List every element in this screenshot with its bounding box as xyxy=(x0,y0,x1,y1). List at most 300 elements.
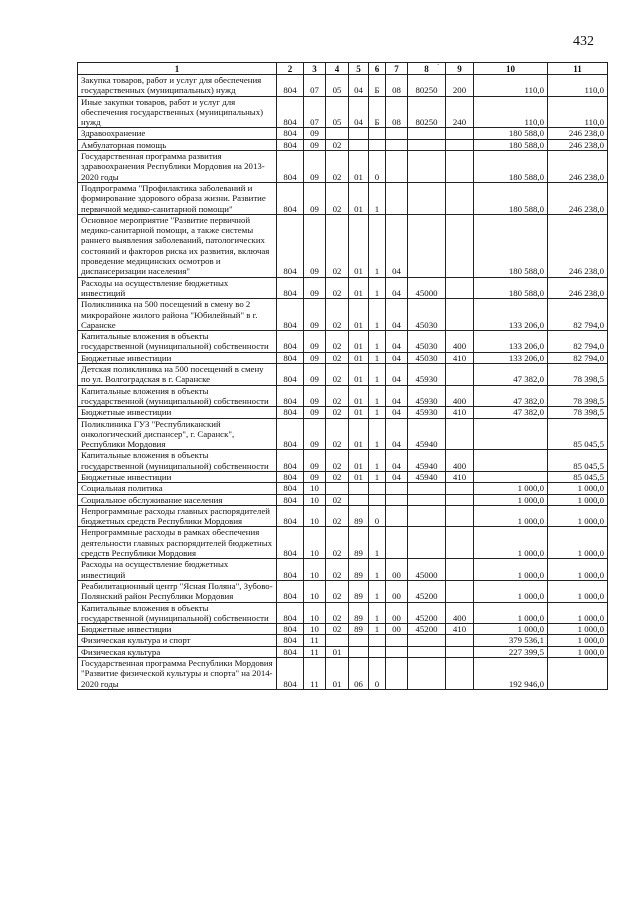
section-code-cell: 09 xyxy=(304,364,326,386)
program-code-cell xyxy=(349,635,369,646)
event-code-cell xyxy=(386,658,408,690)
expense-name-cell: Непрограммные расходы в рамках обеспечения деятельности главных распорядителей бюджетных средств Республики Мордовия xyxy=(78,527,277,559)
subsection-code-cell: 02 xyxy=(326,407,349,418)
ministry-code-cell: 804 xyxy=(277,658,304,690)
expense-type-code-cell: 410 xyxy=(446,471,474,482)
ministry-code-cell: 804 xyxy=(277,352,304,363)
program-code-cell xyxy=(349,139,369,150)
table-row xyxy=(78,151,608,183)
program-code-cell: 01 xyxy=(349,214,369,277)
section-code-cell: 09 xyxy=(304,139,326,150)
section-code-cell: 09 xyxy=(304,214,326,277)
amount-2017-cell: 110,0 xyxy=(474,96,548,128)
subsection-code-cell: 02 xyxy=(326,418,349,450)
direction-code-cell xyxy=(408,139,446,150)
expense-type-code-cell xyxy=(446,580,474,602)
subprogram-code-cell: 1 xyxy=(369,527,386,559)
table-row xyxy=(78,559,608,581)
subprogram-code-cell: 1 xyxy=(369,182,386,214)
expense-name-cell: Физическая культура xyxy=(78,646,277,657)
event-code-cell xyxy=(386,139,408,150)
ministry-code-cell: 804 xyxy=(277,527,304,559)
expense-name-cell: Физическая культура и спорт xyxy=(78,635,277,646)
direction-code-cell: 45200 xyxy=(408,580,446,602)
amount-2017-cell: 1 000,0 xyxy=(474,527,548,559)
table-row xyxy=(78,385,608,407)
section-code-cell: 10 xyxy=(304,483,326,494)
table-row xyxy=(78,602,608,624)
event-code-cell xyxy=(386,128,408,139)
amount-2017-cell: 379 536,1 xyxy=(474,635,548,646)
page-number: 432 xyxy=(573,34,594,49)
amount-2017-cell: 133 206,0 xyxy=(474,331,548,353)
amount-2018-cell: 246 238,0 xyxy=(548,277,608,299)
direction-code-cell: 45030 xyxy=(408,299,446,331)
amount-2018-cell: 1 000,0 xyxy=(548,646,608,657)
event-code-cell xyxy=(386,635,408,646)
subprogram-code-cell xyxy=(369,128,386,139)
ministry-code-cell: 804 xyxy=(277,580,304,602)
subprogram-code-cell xyxy=(369,494,386,505)
column-header-5: 5 xyxy=(349,63,369,75)
ministry-code-cell: 804 xyxy=(277,331,304,353)
subprogram-code-cell: 1 xyxy=(369,602,386,624)
amount-2017-cell: 1 000,0 xyxy=(474,505,548,527)
expense-type-code-cell xyxy=(446,494,474,505)
ministry-code-cell: 804 xyxy=(277,483,304,494)
amount-2018-cell: 78 398,5 xyxy=(548,407,608,418)
subsection-code-cell: 02 xyxy=(326,559,349,581)
amount-2018-cell: 82 794,0 xyxy=(548,299,608,331)
event-code-cell: 04 xyxy=(386,407,408,418)
program-code-cell: 89 xyxy=(349,505,369,527)
expense-type-code-cell xyxy=(446,527,474,559)
subsection-code-cell: 02 xyxy=(326,580,349,602)
table-header xyxy=(78,63,608,75)
direction-code-cell: 45940 xyxy=(408,418,446,450)
section-code-cell: 11 xyxy=(304,658,326,690)
expense-name-cell: Бюджетные инвестиции xyxy=(78,624,277,635)
expense-name-cell: Реабилитационный центр "Ясная Поляна", Зубово-Полянский район Республики Мордовия xyxy=(78,580,277,602)
ministry-code-cell: 804 xyxy=(277,646,304,657)
expense-type-code-cell xyxy=(446,299,474,331)
program-code-cell: 01 xyxy=(349,385,369,407)
amount-2018-cell: 246 238,0 xyxy=(548,151,608,183)
subprogram-code-cell: 1 xyxy=(369,471,386,482)
program-code-cell: 04 xyxy=(349,75,369,97)
ministry-code-cell: 804 xyxy=(277,96,304,128)
table-row xyxy=(78,494,608,505)
subsection-code-cell: 02 xyxy=(326,352,349,363)
section-code-cell: 10 xyxy=(304,580,326,602)
direction-code-cell: 80250 xyxy=(408,75,446,97)
event-code-cell: 04 xyxy=(386,331,408,353)
expense-name-cell: Бюджетные инвестиции xyxy=(78,471,277,482)
direction-code-cell xyxy=(408,214,446,277)
column-header-6: 6 xyxy=(369,63,386,75)
expense-type-code-cell xyxy=(446,658,474,690)
amount-2017-cell: 180 588,0 xyxy=(474,151,548,183)
table-body xyxy=(78,75,608,690)
amount-2017-cell: 192 946,0 xyxy=(474,658,548,690)
expense-type-code-cell: 410 xyxy=(446,407,474,418)
section-code-cell: 09 xyxy=(304,331,326,353)
event-code-cell: 04 xyxy=(386,277,408,299)
subsection-code-cell: 01 xyxy=(326,646,349,657)
subsection-code-cell: 02 xyxy=(326,385,349,407)
direction-code-cell: 45030 xyxy=(408,331,446,353)
expense-type-code-cell xyxy=(446,139,474,150)
ministry-code-cell: 804 xyxy=(277,471,304,482)
amount-2018-cell: 82 794,0 xyxy=(548,331,608,353)
event-code-cell xyxy=(386,151,408,183)
ministry-code-cell: 804 xyxy=(277,128,304,139)
event-code-cell: 04 xyxy=(386,352,408,363)
subprogram-code-cell xyxy=(369,139,386,150)
ministry-code-cell: 804 xyxy=(277,450,304,472)
amount-2017-cell: 227 399,5 xyxy=(474,646,548,657)
amount-2018-cell: 246 238,0 xyxy=(548,214,608,277)
expense-type-code-cell xyxy=(446,646,474,657)
direction-code-cell: 45030 xyxy=(408,352,446,363)
subprogram-code-cell: 1 xyxy=(369,277,386,299)
expense-type-code-cell: 200 xyxy=(446,75,474,97)
ministry-code-cell: 804 xyxy=(277,151,304,183)
table-row xyxy=(78,418,608,450)
expense-type-code-cell xyxy=(446,418,474,450)
expense-name-cell: Поликлиника ГУЗ "Республиканский онкологический диспансер", г. Саранск", Республики Мордовия xyxy=(78,418,277,450)
direction-code-cell: 45930 xyxy=(408,407,446,418)
expense-name-cell: Капитальные вложения в объекты государственной (муниципальной) собственности xyxy=(78,602,277,624)
ministry-code-cell: 804 xyxy=(277,364,304,386)
section-code-cell: 10 xyxy=(304,624,326,635)
subsection-code-cell: 02 xyxy=(326,624,349,635)
amount-2017-cell: 1 000,0 xyxy=(474,580,548,602)
subprogram-code-cell: 1 xyxy=(369,352,386,363)
budget-table xyxy=(77,62,608,690)
expense-type-code-cell xyxy=(446,364,474,386)
table-row xyxy=(78,75,608,97)
program-code-cell: 01 xyxy=(349,182,369,214)
direction-code-cell xyxy=(408,483,446,494)
table-row xyxy=(78,580,608,602)
amount-2017-cell: 1 000,0 xyxy=(474,559,548,581)
program-code-cell: 01 xyxy=(349,299,369,331)
subsection-code-cell: 02 xyxy=(326,139,349,150)
expense-name-cell: Подпрограмма "Профилактика заболеваний и формирование здорового образа жизни. Развитие первичной медико-санитарной помощи" xyxy=(78,182,277,214)
section-code-cell: 09 xyxy=(304,277,326,299)
subprogram-code-cell: 1 xyxy=(369,580,386,602)
expense-type-code-cell: 400 xyxy=(446,602,474,624)
direction-code-cell xyxy=(408,494,446,505)
table-row xyxy=(78,299,608,331)
direction-code-cell xyxy=(408,505,446,527)
amount-2018-cell: 1 000,0 xyxy=(548,559,608,581)
event-code-cell xyxy=(386,527,408,559)
subprogram-code-cell: 1 xyxy=(369,299,386,331)
subprogram-code-cell xyxy=(369,646,386,657)
table-row xyxy=(78,182,608,214)
amount-2017-cell: 47 382,0 xyxy=(474,364,548,386)
program-code-cell: 89 xyxy=(349,624,369,635)
direction-code-cell xyxy=(408,527,446,559)
event-code-cell: 04 xyxy=(386,418,408,450)
subsection-code-cell: 02 xyxy=(326,331,349,353)
table-row xyxy=(78,483,608,494)
amount-2018-cell: 1 000,0 xyxy=(548,624,608,635)
subsection-code-cell: 02 xyxy=(326,214,349,277)
subprogram-code-cell: 1 xyxy=(369,364,386,386)
ministry-code-cell: 804 xyxy=(277,635,304,646)
table-row xyxy=(78,128,608,139)
amount-2018-cell: 1 000,0 xyxy=(548,580,608,602)
program-code-cell xyxy=(349,483,369,494)
amount-2017-cell: 180 588,0 xyxy=(474,277,548,299)
expense-name-cell: Иные закупки товаров, работ и услуг для обеспечения государственных (муниципальных) нужд xyxy=(78,96,277,128)
subprogram-code-cell: Б xyxy=(369,96,386,128)
ministry-code-cell: 804 xyxy=(277,505,304,527)
section-code-cell: 09 xyxy=(304,418,326,450)
scan-mark: . xyxy=(437,57,440,67)
subprogram-code-cell: 1 xyxy=(369,624,386,635)
expense-name-cell: Государственная программа Республики Мордовия "Развитие физической культуры и спорта" на 2014-2020 годы xyxy=(78,658,277,690)
amount-2018-cell: 1 000,0 xyxy=(548,602,608,624)
ministry-code-cell: 804 xyxy=(277,182,304,214)
program-code-cell: 89 xyxy=(349,580,369,602)
direction-code-cell: 45000 xyxy=(408,559,446,581)
section-code-cell: 10 xyxy=(304,494,326,505)
expense-type-code-cell: 400 xyxy=(446,450,474,472)
event-code-cell: 00 xyxy=(386,624,408,635)
amount-2018-cell xyxy=(548,658,608,690)
subprogram-code-cell: 0 xyxy=(369,505,386,527)
subsection-code-cell: 02 xyxy=(326,299,349,331)
program-code-cell: 89 xyxy=(349,559,369,581)
section-code-cell: 10 xyxy=(304,602,326,624)
expense-type-code-cell xyxy=(446,559,474,581)
section-code-cell: 11 xyxy=(304,635,326,646)
section-code-cell: 09 xyxy=(304,182,326,214)
event-code-cell: 08 xyxy=(386,75,408,97)
direction-code-cell xyxy=(408,182,446,214)
amount-2018-cell: 78 398,5 xyxy=(548,364,608,386)
table-header-row xyxy=(78,63,608,75)
expense-name-cell: Расходы на осуществление бюджетных инвестиций xyxy=(78,559,277,581)
subsection-code-cell: 02 xyxy=(326,505,349,527)
direction-code-cell: 45200 xyxy=(408,624,446,635)
amount-2017-cell: 1 000,0 xyxy=(474,602,548,624)
amount-2017-cell: 110,0 xyxy=(474,75,548,97)
subsection-code-cell: 02 xyxy=(326,151,349,183)
expense-name-cell: Поликлиника на 500 посещений в смену во 2 микрорайоне жилого района "Юбилейный" в г. Саранске xyxy=(78,299,277,331)
amount-2017-cell: 133 206,0 xyxy=(474,352,548,363)
program-code-cell xyxy=(349,128,369,139)
expense-name-cell: Расходы на осуществление бюджетных инвестиций xyxy=(78,277,277,299)
table-row xyxy=(78,364,608,386)
column-header-4: 4 xyxy=(326,63,349,75)
table-row xyxy=(78,96,608,128)
expense-type-code-cell xyxy=(446,277,474,299)
expense-name-cell: Детская поликлиника на 500 посещений в смену по ул. Волгоградская в г. Саранске xyxy=(78,364,277,386)
expense-type-code-cell: 410 xyxy=(446,352,474,363)
expense-name-cell: Закупка товаров, работ и услуг для обеспечения государственных (муниципальных) нужд xyxy=(78,75,277,97)
subprogram-code-cell: 1 xyxy=(369,450,386,472)
amount-2017-cell: 1 000,0 xyxy=(474,494,548,505)
program-code-cell: 89 xyxy=(349,527,369,559)
amount-2018-cell: 85 045,5 xyxy=(548,471,608,482)
program-code-cell: 01 xyxy=(349,151,369,183)
table-row xyxy=(78,505,608,527)
section-code-cell: 11 xyxy=(304,646,326,657)
direction-code-cell xyxy=(408,151,446,183)
subprogram-code-cell: 1 xyxy=(369,331,386,353)
column-header-2: 2 xyxy=(277,63,304,75)
expense-name-cell: Капитальные вложения в объекты государственной (муниципальной) собственности xyxy=(78,450,277,472)
ministry-code-cell: 804 xyxy=(277,139,304,150)
amount-2018-cell: 110,0 xyxy=(548,96,608,128)
direction-code-cell xyxy=(408,635,446,646)
amount-2018-cell: 1 000,0 xyxy=(548,494,608,505)
amount-2018-cell: 246 238,0 xyxy=(548,182,608,214)
event-code-cell xyxy=(386,182,408,214)
section-code-cell: 10 xyxy=(304,527,326,559)
ministry-code-cell: 804 xyxy=(277,75,304,97)
ministry-code-cell: 804 xyxy=(277,559,304,581)
section-code-cell: 09 xyxy=(304,151,326,183)
subprogram-code-cell xyxy=(369,635,386,646)
section-code-cell: 10 xyxy=(304,505,326,527)
ministry-code-cell: 804 xyxy=(277,407,304,418)
ministry-code-cell: 804 xyxy=(277,418,304,450)
direction-code-cell: 45200 xyxy=(408,602,446,624)
subprogram-code-cell: Б xyxy=(369,75,386,97)
table-row xyxy=(78,527,608,559)
program-code-cell: 01 xyxy=(349,277,369,299)
program-code-cell: 01 xyxy=(349,418,369,450)
amount-2017-cell: 1 000,0 xyxy=(474,483,548,494)
program-code-cell: 06 xyxy=(349,658,369,690)
event-code-cell: 04 xyxy=(386,385,408,407)
expense-type-code-cell: 400 xyxy=(446,385,474,407)
amount-2017-cell: 180 588,0 xyxy=(474,139,548,150)
subsection-code-cell: 05 xyxy=(326,75,349,97)
direction-code-cell: 45940 xyxy=(408,450,446,472)
amount-2017-cell: 47 382,0 xyxy=(474,407,548,418)
direction-code-cell: 45940 xyxy=(408,471,446,482)
subprogram-code-cell: 1 xyxy=(369,559,386,581)
amount-2017-cell: 47 382,0 xyxy=(474,385,548,407)
table-row xyxy=(78,450,608,472)
amount-2018-cell: 78 398,5 xyxy=(548,385,608,407)
amount-2018-cell: 85 045,5 xyxy=(548,418,608,450)
program-code-cell: 04 xyxy=(349,96,369,128)
ministry-code-cell: 804 xyxy=(277,494,304,505)
amount-2018-cell: 110,0 xyxy=(548,75,608,97)
column-header-10: 10 xyxy=(474,63,548,75)
event-code-cell xyxy=(386,483,408,494)
direction-code-cell xyxy=(408,658,446,690)
expense-name-cell: Основное мероприятие "Развитие первичной медико-санитарной помощи, а также системы раннего выявления заболеваний, патологических состояний и факторов риска их развития, включая проведение медицинских осмотров и диспансеризации населения" xyxy=(78,214,277,277)
expense-name-cell: Бюджетные инвестиции xyxy=(78,352,277,363)
table-row xyxy=(78,624,608,635)
section-code-cell: 09 xyxy=(304,450,326,472)
subsection-code-cell xyxy=(326,128,349,139)
table-row xyxy=(78,646,608,657)
amount-2018-cell: 246 238,0 xyxy=(548,128,608,139)
ministry-code-cell: 804 xyxy=(277,277,304,299)
table-row xyxy=(78,407,608,418)
subsection-code-cell: 02 xyxy=(326,602,349,624)
direction-code-cell xyxy=(408,128,446,139)
expense-type-code-cell xyxy=(446,635,474,646)
column-header-8: 8 xyxy=(408,63,446,75)
subprogram-code-cell: 1 xyxy=(369,418,386,450)
column-header-3: 3 xyxy=(304,63,326,75)
expense-name-cell: Государственная программа развития здравоохранения Республики Мордовия на 2013-2020 годы xyxy=(78,151,277,183)
program-code-cell: 01 xyxy=(349,364,369,386)
ministry-code-cell: 804 xyxy=(277,299,304,331)
amount-2017-cell: 180 588,0 xyxy=(474,182,548,214)
program-code-cell: 01 xyxy=(349,450,369,472)
program-code-cell: 01 xyxy=(349,471,369,482)
expense-type-code-cell xyxy=(446,128,474,139)
amount-2018-cell: 1 000,0 xyxy=(548,483,608,494)
program-code-cell xyxy=(349,494,369,505)
table-row xyxy=(78,471,608,482)
direction-code-cell xyxy=(408,646,446,657)
amount-2017-cell xyxy=(474,471,548,482)
subprogram-code-cell xyxy=(369,483,386,494)
ministry-code-cell: 804 xyxy=(277,602,304,624)
subsection-code-cell: 02 xyxy=(326,471,349,482)
section-code-cell: 09 xyxy=(304,299,326,331)
table-row xyxy=(78,331,608,353)
section-code-cell: 09 xyxy=(304,471,326,482)
section-code-cell: 07 xyxy=(304,96,326,128)
table-row xyxy=(78,658,608,690)
subsection-code-cell: 02 xyxy=(326,364,349,386)
event-code-cell: 04 xyxy=(386,364,408,386)
expense-type-code-cell: 240 xyxy=(446,96,474,128)
section-code-cell: 09 xyxy=(304,385,326,407)
subsection-code-cell: 05 xyxy=(326,96,349,128)
section-code-cell: 09 xyxy=(304,352,326,363)
table-row xyxy=(78,139,608,150)
table-row xyxy=(78,214,608,277)
event-code-cell: 04 xyxy=(386,214,408,277)
ministry-code-cell: 804 xyxy=(277,385,304,407)
table-row xyxy=(78,635,608,646)
amount-2018-cell: 1 000,0 xyxy=(548,505,608,527)
subprogram-code-cell: 1 xyxy=(369,214,386,277)
program-code-cell: 89 xyxy=(349,602,369,624)
event-code-cell: 04 xyxy=(386,450,408,472)
amount-2017-cell xyxy=(474,450,548,472)
program-code-cell: 01 xyxy=(349,331,369,353)
column-header-9: 9 xyxy=(446,63,474,75)
column-header-7: 7 xyxy=(386,63,408,75)
expense-type-code-cell xyxy=(446,214,474,277)
subsection-code-cell: 01 xyxy=(326,658,349,690)
expense-type-code-cell xyxy=(446,483,474,494)
column-header-11: 11 xyxy=(548,63,608,75)
section-code-cell: 09 xyxy=(304,407,326,418)
amount-2017-cell: 180 588,0 xyxy=(474,128,548,139)
expense-type-code-cell xyxy=(446,505,474,527)
expense-type-code-cell: 410 xyxy=(446,624,474,635)
expense-name-cell: Бюджетные инвестиции xyxy=(78,407,277,418)
expense-name-cell: Социальная политика xyxy=(78,483,277,494)
